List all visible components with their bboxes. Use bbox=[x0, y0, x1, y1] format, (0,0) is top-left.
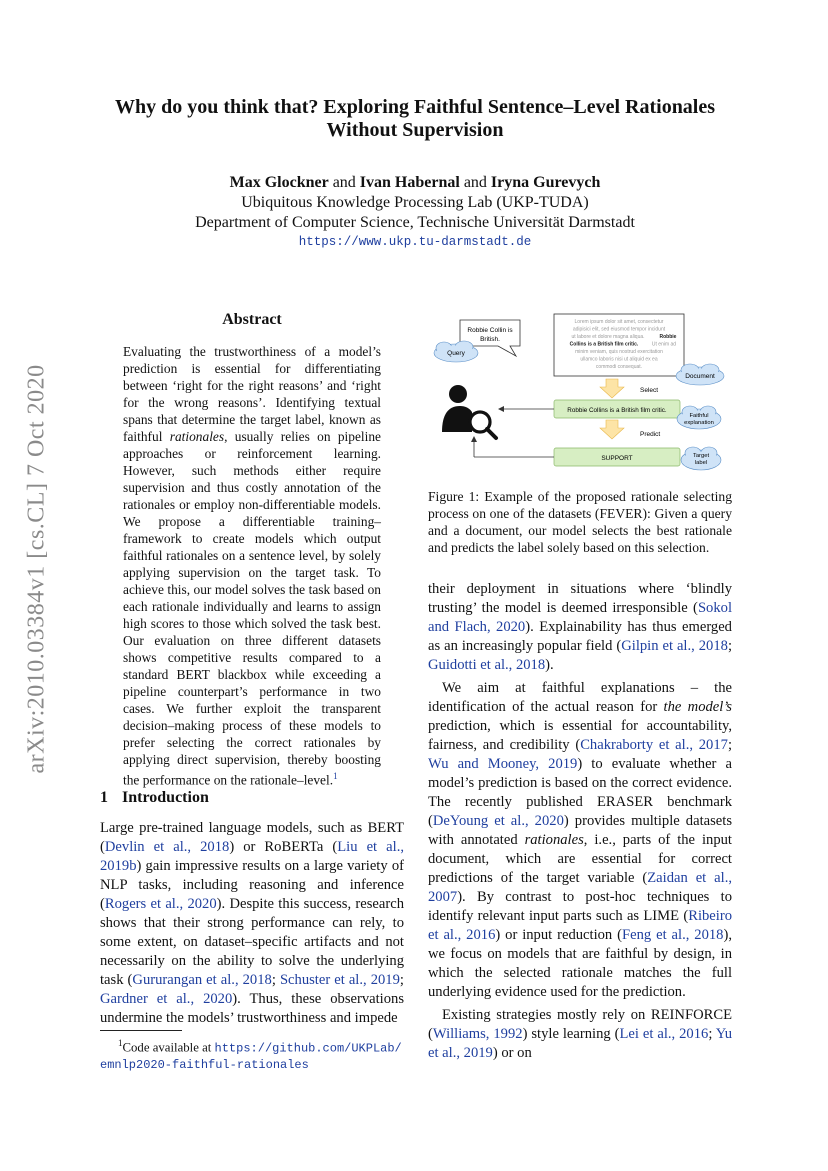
citation-link[interactable]: Williams, 1992 bbox=[432, 1026, 523, 1042]
target-label-line-1: Target bbox=[692, 453, 710, 459]
title-line-2: Without Supervision bbox=[326, 119, 504, 141]
text-run: ). By contrast to post-hoc techniques to identify relevant input parts such as LIME ( bbox=[428, 889, 732, 924]
person-magnifier-icon bbox=[442, 385, 496, 438]
footnote-url-link[interactable]: https://github.com/UKPLab/ bbox=[214, 1041, 402, 1056]
text-run: ) or input reduction ( bbox=[495, 927, 622, 943]
author-separator: and bbox=[332, 174, 356, 191]
document-label: Document bbox=[685, 373, 715, 380]
citation-link[interactable]: Devlin et al., 2018 bbox=[104, 839, 230, 855]
document-line: Lorem ipsum dolor sit amet, consectetur bbox=[574, 319, 664, 325]
text-run: ; bbox=[727, 638, 732, 654]
document-line: Ut enim ad bbox=[651, 341, 677, 348]
author-2: Ivan Habernal bbox=[359, 174, 460, 191]
text-run: ) or RoBERTa ( bbox=[229, 839, 338, 855]
author-separator: and bbox=[463, 174, 487, 191]
document-highlight: Robbie bbox=[659, 334, 677, 340]
text-run: Existing strategies mostly rely on REINFORCE ( bbox=[428, 1007, 732, 1042]
select-arrow bbox=[600, 379, 624, 398]
citation-link[interactable]: Yu et al., 2019 bbox=[428, 1026, 732, 1061]
figure-1-caption: Figure 1: Example of the proposed rationale selecting process on one of the datasets (FEVER): Given a query and a document, our model selects the best rationale and predicts the label solely based on this selection. bbox=[428, 489, 732, 555]
citation-link[interactable]: Chakraborty et al., 2017 bbox=[580, 737, 728, 753]
text-run: ) provides multiple datasets with annotated bbox=[428, 813, 732, 848]
citation-link[interactable]: Liu et al., 2019b bbox=[100, 839, 404, 874]
text-run: ). Explainability has thus emerged as an increasingly popular field ( bbox=[428, 619, 732, 654]
introduction-paragraph bbox=[100, 819, 404, 1028]
affiliation-department: Department of Computer Science, Technische Universität Darmstadt bbox=[195, 214, 635, 231]
text-run: ; bbox=[271, 972, 280, 988]
citation-link[interactable]: DeYoung et al., 2020 bbox=[432, 813, 564, 829]
text-run: ) style learning ( bbox=[522, 1026, 620, 1042]
citation-link[interactable]: Wu and Mooney, 2019 bbox=[428, 756, 578, 772]
abstract-text-part: Evaluating the trustworthiness of a model’s prediction is essential for differentiating between ‘right for the right reasons’ and ‘right for the wrong reasons’. Identifying textual spans that determine the target label, known as faithful bbox=[123, 344, 381, 444]
citation-link[interactable]: Lei et al., 2016 bbox=[619, 1026, 709, 1042]
affiliation-lab: Ubiquitous Knowledge Processing Lab (UKP-TUDA) bbox=[241, 194, 589, 211]
citation-link[interactable]: Rogers et al., 2020 bbox=[104, 896, 217, 912]
rationale-text: Robbie Collins is a British film critic. bbox=[567, 407, 667, 414]
footnote-number: 1 bbox=[118, 1038, 123, 1048]
faithful-label-line-2: explanation bbox=[684, 420, 714, 426]
text-run: ), we focus on models that are faithful by design, in which the selected rationale matches the full underlying evidence used for the prediction. bbox=[428, 927, 732, 1000]
document-highlight: Collins is a British film critic. bbox=[569, 341, 639, 348]
footnote-text: Code available at bbox=[122, 1040, 215, 1055]
abstract-text bbox=[123, 343, 381, 788]
paragraph bbox=[428, 679, 732, 1002]
text-run: ) or on bbox=[492, 1045, 532, 1061]
section-number: 1 bbox=[100, 789, 108, 806]
text-run: ). bbox=[545, 657, 554, 673]
query-label: Query bbox=[447, 350, 465, 357]
citation-link[interactable]: Ribeiro et al., 2016 bbox=[428, 908, 732, 943]
document-line: ut labore et dolore magna aliqua. bbox=[571, 334, 645, 340]
query-text-line-1: Robbie Collin is bbox=[467, 327, 513, 334]
support-text: SUPPORT bbox=[601, 455, 633, 462]
document-line: minim veniam, quis nostrud exercitation bbox=[575, 349, 663, 355]
text-run: prediction, which is essential for accountability, fairness, and credibility ( bbox=[428, 718, 732, 753]
arxiv-stamp: arXiv:2010.03384v1 [cs.CL] 7 Oct 2020 bbox=[23, 364, 50, 774]
paragraph bbox=[428, 1006, 732, 1063]
right-column-text bbox=[428, 580, 732, 1063]
text-run: their deployment in situations where ‘blindly trusting’ the model is deemed irresponsible ( bbox=[428, 581, 732, 616]
abstract-italic-term: rationales bbox=[169, 429, 225, 444]
citation-link[interactable]: Gilpin et al., 2018 bbox=[621, 638, 728, 654]
section-heading-introduction bbox=[100, 789, 209, 807]
text-run: We aim at faithful explanations – the identification of the actual reason for bbox=[428, 680, 732, 715]
text-run: ) to evaluate whether a model’s prediction is based on the correct evidence. The recently published ERASER benchmark ( bbox=[428, 756, 732, 829]
citation-link[interactable]: Zaidan et al., 2007 bbox=[428, 870, 732, 905]
citation-link[interactable]: Guidotti et al., 2018 bbox=[428, 657, 546, 673]
text-run: ; bbox=[399, 972, 404, 988]
document-line: commodi consequat. bbox=[595, 364, 643, 370]
citation-link[interactable]: Feng et al., 2018 bbox=[622, 927, 724, 943]
footnote-marker-link[interactable]: 1 bbox=[333, 771, 338, 781]
text-run: Large pre-trained language models, such as BERT ( bbox=[100, 820, 404, 855]
text-run: ; bbox=[708, 1026, 716, 1042]
predict-label: Predict bbox=[640, 431, 661, 438]
italic-term: rationales bbox=[524, 832, 584, 848]
text-run: ; bbox=[727, 737, 732, 753]
footnote-divider bbox=[100, 1030, 182, 1031]
author-list bbox=[60, 174, 770, 192]
document-line: ullamco laboris nisi ut aliquid ex ea bbox=[580, 356, 658, 363]
paper-title bbox=[60, 96, 770, 142]
text-run: ). Thus, these observations undermine the models’ trustworthiness and impede bbox=[100, 991, 404, 1026]
arrowhead-icon bbox=[471, 436, 477, 442]
text-run: ). Despite this success, research shows that their strong performance can rely, to some extent, on dataset–specific artifacts and not necessarily on the ability to solve the underlying task ( bbox=[100, 896, 404, 988]
footnote bbox=[100, 1035, 410, 1073]
author-3: Iryna Gurevych bbox=[490, 174, 601, 191]
lab-url-link[interactable]: https://www.ukp.tu-darmstadt.de bbox=[298, 235, 532, 249]
query-text-line-2: British. bbox=[480, 336, 500, 343]
title-line-1: Why do you think that? Exploring Faithful Sentence–Level Rationales bbox=[114, 96, 716, 118]
select-label: Select bbox=[640, 387, 659, 394]
abstract-heading: Abstract bbox=[222, 311, 282, 328]
target-label-line-2: label bbox=[694, 460, 708, 466]
paragraph bbox=[428, 580, 732, 675]
citation-link[interactable]: Schuster et al., 2019 bbox=[279, 972, 400, 988]
section-title: Introduction bbox=[122, 789, 209, 806]
italic-term: the model’s bbox=[663, 699, 732, 715]
faithful-label-line-1: Faithful bbox=[689, 413, 709, 419]
figure-1-diagram bbox=[428, 312, 728, 480]
text-run: , i.e., parts of the input document, which are essential for correct predictions of the target variable ( bbox=[428, 832, 732, 886]
citation-link[interactable]: Gururangan et al., 2018 bbox=[132, 972, 272, 988]
arrowhead-icon bbox=[498, 406, 504, 412]
abstract-text-part: , usually relies on pipeline approaches or reinforcement learning. However, such methods either require supervision and thus costly annotation of the rationales or employ non-differentiable models. We propose a differentiable training–framework to create models which output faithful rationales on a sentence level, by solely applying supervision on the target task. To achieve this, our model solves the task based on each rationale individually and learns to assign high scores to those which solved the task best. Our evaluation on three different datasets shows competitive results compared to a standard BERT blackbox while exceeding a pipeline counterpart’s performance in two cases. We further exploit the transparent decision–making process of these models to prefer selecting the correct rationales by applying direct supervision, thereby boosting the performance on the rationale–level. bbox=[123, 429, 381, 788]
text-run: ) gain impressive results on a large variety of NLP tasks, including reasoning and inference ( bbox=[100, 858, 404, 912]
predict-arrow bbox=[600, 420, 624, 439]
citation-link[interactable]: Gardner et al., 2020 bbox=[100, 991, 233, 1007]
author-1: Max Glockner bbox=[229, 174, 329, 191]
document-line: adipisici elit, sed eiusmod tempor incidunt bbox=[572, 326, 666, 333]
footnote-url-link-continued[interactable]: emnlp2020-faithful-rationales bbox=[100, 1058, 309, 1073]
citation-link[interactable]: Sokol and Flach, 2020 bbox=[428, 600, 732, 635]
